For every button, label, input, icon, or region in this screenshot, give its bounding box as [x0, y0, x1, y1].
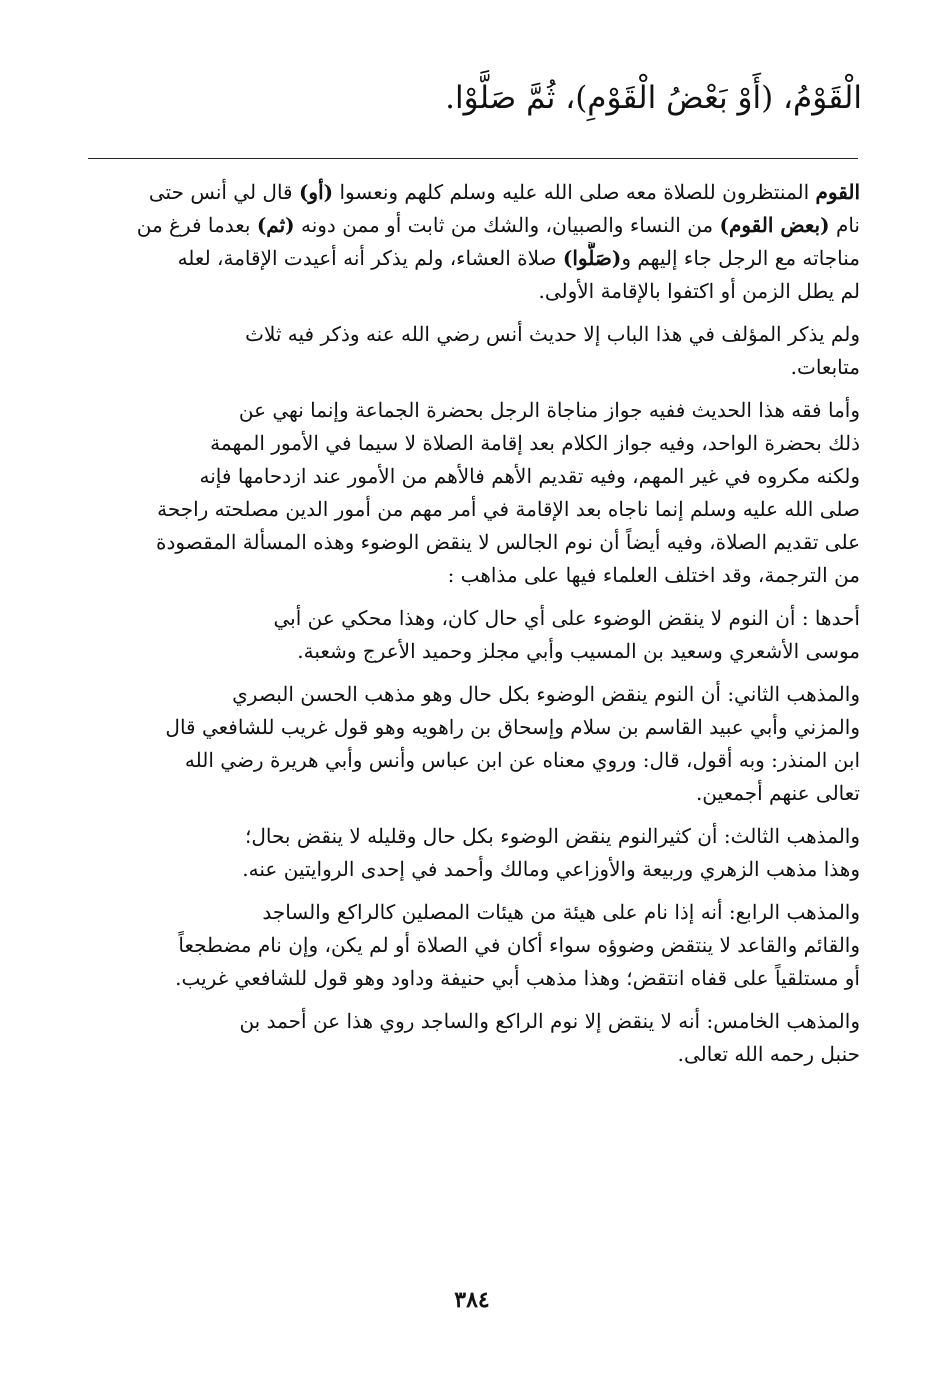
paragraph-1	[82, 176, 860, 308]
line: وأما فقه هذا الحديث ففيه جواز مناجاة الرجل بحضرة الجماعة وإنما نهي عن	[238, 398, 860, 422]
paragraph-3	[82, 394, 860, 592]
line: وهذا مذهب الزهري وربيعة والأوزاعي ومالك وأحمد في إحدى الروايتين عنه.	[242, 857, 860, 881]
line: ابن المنذر: وبه أقول، قال: وروي معناه عن ابن عباس وأنس وأبي هريرة رضي الله	[184, 748, 860, 772]
line: من الترجمة، وقد اختلف العلماء فيها على مذاهب :	[447, 563, 860, 587]
paragraph-7	[82, 896, 860, 995]
text-run: من النساء والصبيان، والشك من ثابت أو ممن دونه	[294, 213, 720, 237]
line	[82, 176, 860, 209]
text-run: المنتظرون للصلاة معه صلى الله عليه وسلم كلهم ونعسوا	[333, 180, 816, 204]
line: ولكنه مكروه في غير المهم، وفيه تقديم الأهم فالأهم من الأمور عند ازدحامها فإنه	[199, 464, 860, 488]
paragraph-gap	[82, 886, 860, 896]
paragraph-gap	[82, 810, 860, 820]
separator-rule	[88, 158, 858, 159]
line: والمذهب الثاني: أن النوم ينقض الوضوء بكل حال وهو مذهب الحسن البصري	[232, 682, 860, 706]
text-run: بعدما فرغ من	[136, 213, 257, 237]
text-run: صلاة العشاء، ولم يذكر أنه أعيدت الإقامة، لعله	[177, 246, 563, 270]
paragraph-gap	[82, 995, 860, 1005]
line: والقائم والقاعد لا ينتقض وضوؤه سواء أكان في الصلاة أو لم يكن، وإن نام مضطجعاً	[178, 933, 860, 957]
text-run: نام	[829, 213, 860, 237]
line: أحدها : أن النوم لا ينقض الوضوء على أي حال كان، وهذا محكي عن أبي	[273, 606, 860, 630]
hadith-text: الْقَوْمُ، (أَوْ بَعْضُ الْقَوْمِ)، ثُمَّ صَلَّوْا.	[445, 80, 862, 116]
line: لم يطل الزمن أو اكتفوا بالإقامة الأولى.	[538, 279, 860, 303]
text-run: مناجاته مع الرجل جاء إليهم و	[621, 246, 860, 270]
paragraph-8	[82, 1005, 860, 1071]
paragraph-gap	[82, 668, 860, 678]
paragraph-4	[82, 602, 860, 668]
paragraph-5	[82, 678, 860, 810]
line: تعالى عنهم أجمعين.	[695, 781, 860, 805]
text-run: قال لي أنس حتى	[148, 180, 299, 204]
bold-term: (بعض القوم)	[719, 213, 830, 237]
paragraph-gap	[82, 592, 860, 602]
line: أو مستلقياً على قفاه انتقض؛ وهذا مذهب أبي حنيفة وداود وهو قول للشافعي غريب.	[175, 966, 860, 990]
line	[82, 209, 860, 242]
line: موسى الأشعري وسعيد بن المسيب وأبي مجلز وحميد الأعرج وشعبة.	[297, 639, 860, 663]
page-number: ٣٨٤	[454, 1287, 490, 1313]
paragraph-2	[82, 318, 860, 384]
commentary	[82, 176, 860, 1071]
line: والمذهب الخامس: أنه لا ينقض إلا نوم الراكع والساجد روي هذا عن أحمد بن	[239, 1009, 860, 1033]
line	[82, 242, 860, 275]
line: حنبل رحمه الله تعالى.	[677, 1042, 860, 1066]
line: ذلك بحضرة الواحد، وفيه جواز الكلام بعد إقامة الصلاة لا سيما في الأمور المهمة	[210, 431, 860, 455]
paragraph-gap	[82, 384, 860, 394]
line: على تقديم الصلاة، وفيه أيضاً أن نوم الجالس لا ينقض الوضوء وهذه المسألة المقصودة	[156, 530, 860, 554]
bold-term: (أو)	[298, 180, 334, 204]
paragraph-6	[82, 820, 860, 886]
line: والمزني وأبي عبيد القاسم بن سلام وإسحاق بن راهويه وهو قول غريب للشافعي قال	[165, 715, 860, 739]
line: والمذهب الثالث: أن كثيرالنوم ينقض الوضوء بكل حال وقليله لا ينقض بحال؛	[245, 824, 860, 848]
paragraph-gap	[82, 308, 860, 318]
line: والمذهب الرابع: أنه إذا نام على هيئة من هيئات المصلين كالراكع والساجد	[262, 900, 860, 924]
bold-term: (صَلَّوا)	[562, 246, 622, 270]
bold-term: القوم	[815, 180, 860, 204]
line: ولم يذكر المؤلف في هذا الباب إلا حديث أنس رضي الله عنه وذكر فيه ثلاث	[245, 322, 860, 346]
bold-term: (ثم)	[256, 213, 295, 237]
line: صلى الله عليه وسلم إنما ناجاه بعد الإقامة في أمر مهم من أمور الدين مصلحته راجحة	[157, 497, 860, 521]
line: متابعات.	[790, 355, 860, 379]
